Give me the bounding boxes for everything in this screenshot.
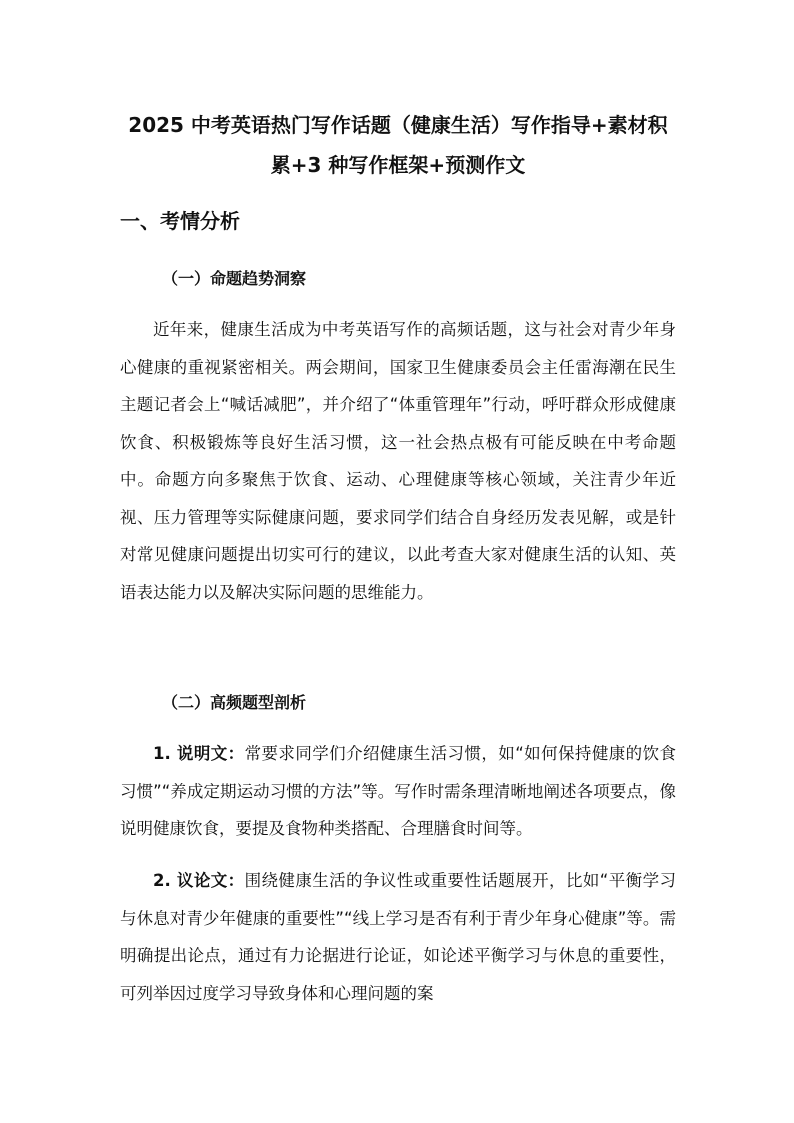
paragraph-expository bbox=[120, 735, 676, 848]
paragraph-trend: 近年来，健康生活成为中考英语写作的高频话题，这与社会对青少年身心健康的重视紧密相关。两会期间，国家卫生健康委员会主任雷海潮在民生主题记者会上“喊话减肥”，并介绍了“体重管理年”行动，呼吁群众形成健康饮食、积极锻炼等良好生活习惯，这一社会热点极有可能反映在中考命题中。命题方向多聚焦于饮食、运动、心理健康等核心领域，关注青少年近视、压力管理等实际健康问题，要求同学们结合自身经历发表见解，或是针对常见健康问题提出切实可行的建议，以此考查大家对健康生活的认知、英语表达能力以及解决实际问题的思维能力。 bbox=[120, 320, 676, 602]
section-heading-exam-analysis: 一、考情分析 bbox=[120, 209, 240, 233]
document-title: 2025 中考英语热门写作话题（健康生活）写作指导+素材积累+3 种写作框架+预测作文 bbox=[128, 113, 668, 177]
text-argumentative: 围绕健康生活的争议性或重要性话题展开，比如“平衡学习与休息对青少年健康的重要性”“线上学习是否有利于青少年身心健康”等。需明确提出论点，通过有力论据进行论证，如论述平衡学习与休息的重要性，可列举因过度学习导致身体和心理问题的案 bbox=[120, 871, 676, 1003]
subsection-heading-trend: （一）命题趋势洞察 bbox=[162, 269, 307, 288]
label-expository: 1. 说明文： bbox=[153, 744, 245, 763]
paragraph-argumentative bbox=[120, 862, 676, 1012]
subsection-heading-question-types: （二）高频题型剖析 bbox=[162, 693, 307, 712]
text-expository: 常要求同学们介绍健康生活习惯，如“如何保持健康的饮食习惯”“养成定期运动习惯的方法”等。写作时需条理清晰地阐述各项要点，像说明健康饮食，要提及食物种类搭配、合理膳食时间等。 bbox=[120, 744, 676, 838]
label-argumentative: 2. 议论文： bbox=[153, 871, 245, 890]
